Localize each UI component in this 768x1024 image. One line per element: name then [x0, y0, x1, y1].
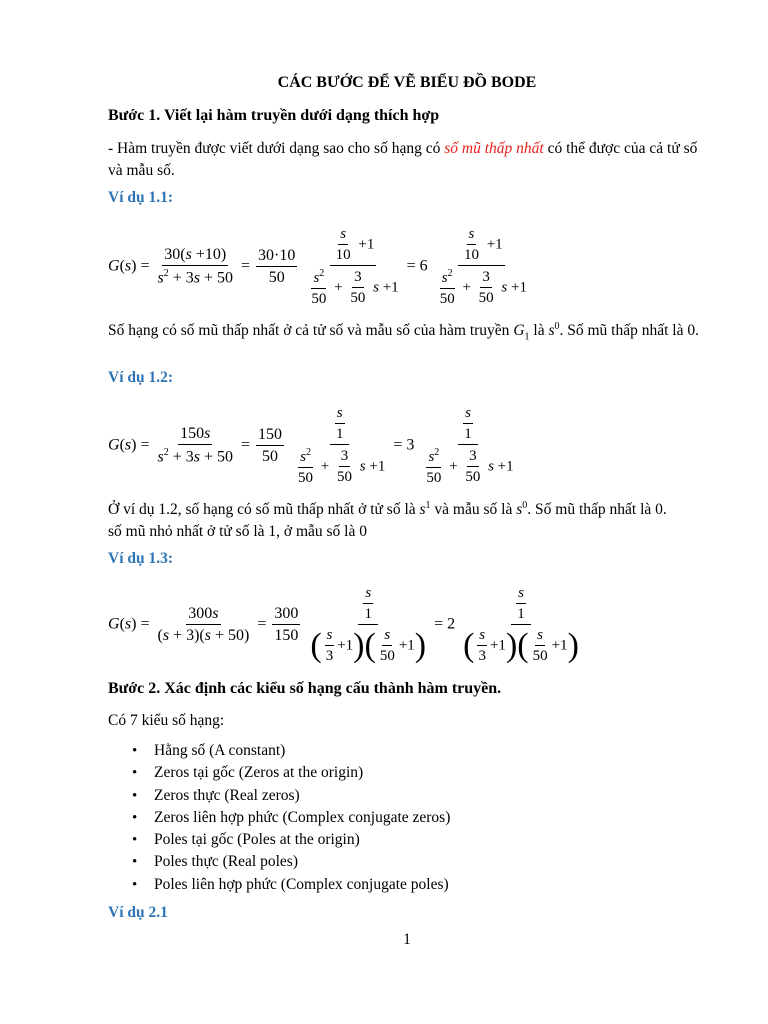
note-1-1-post: . Số mũ thấp nhất là 0.: [559, 322, 699, 340]
page-number: 1: [403, 931, 411, 948]
page-title: CÁC BƯỚC ĐỂ VẼ BIỂU ĐỒ BODE: [277, 74, 537, 91]
note-1-1-pre: Số hạng có số mũ thấp nhất ở cả tử số và mẫu số của hàm truyền: [108, 322, 514, 340]
example-2-1-label: Ví dụ 2.1: [108, 904, 168, 921]
example-1-2-note: Ở ví dụ 1.2, số hạng có số mũ thấp nhất ở tử số là $s^1$ và mẫu số là $s^0$. Số mũ thấp nhất là 0. số mũ nhỏ nhất ở tử số là 1, ở mẫu số là 0: [108, 500, 667, 541]
step2-intro: Có 7 kiểu số hạng:: [108, 712, 225, 729]
note-1-2-line2: số mũ nhỏ nhất ở tử số là 1, ở mẫu số là 0: [108, 523, 367, 541]
list-item: • Zeros thực (Real zeros): [108, 785, 450, 807]
example-1-1-note: Số hạng có số mũ thấp nhất ở cả tử số và mẫu số của hàm truyền $G_1$ là $s^0$. Số mũ thấp nhất là 0.: [108, 321, 699, 343]
step1-text-pre: - Hàm truyền được viết dưới dạng sao cho số hạng có: [108, 140, 445, 157]
list-item: • Zeros tại gốc (Zeros at the origin): [108, 762, 450, 784]
list-item: • Poles tại gốc (Poles at the origin): [108, 829, 450, 851]
note-1-2-post: . Số mũ thấp nhất là 0.: [527, 501, 667, 519]
note-1-2-mid: và mẫu số là: [430, 501, 517, 519]
list-item: • Poles liên hợp phức (Complex conjugate poles): [108, 874, 450, 896]
example-1-3-label: Ví dụ 1.3:: [108, 550, 174, 567]
list-item: • Hằng số (A constant): [108, 740, 450, 762]
step1-heading: Bước 1. Viết lại hàm truyền dưới dạng thích hợp: [108, 107, 440, 124]
note-1-2-pre: Ở ví dụ 1.2, số hạng có số mũ thấp nhất ở tử số là: [108, 501, 420, 519]
example-1-1-label: Ví dụ 1.1:: [108, 189, 174, 206]
example-1-2-label: Ví dụ 1.2:: [108, 369, 174, 386]
step1-text-highlight: số mũ thấp nhất: [444, 140, 544, 157]
list-item: • Zeros liên hợp phức (Complex conjugate zeros): [108, 807, 450, 829]
step1-text-post: có thể được của cả tử số và mẫu số.: [108, 140, 698, 179]
list-item: • Poles thực (Real poles): [108, 851, 450, 873]
equation-1-1: G(s) = $\frac{30(s +10)}{s^2 + 3s + 50}$ = $\frac{30\cdot 10}{50}$ $\frac{s}{10}$ +1 $\frac{s^2}{50}$ + $\frac{3}{50}$ s +1 = 6 $\frac{s}{10}$ +1 $\frac{s^2}{50}$ + $\frac{3}{50}$ s +1: [108, 226, 527, 307]
note-1-1-mid: là: [529, 322, 549, 340]
step2-heading: Bước 2. Xác định các kiểu số hạng cấu thành hàm truyền.: [108, 680, 502, 697]
equation-1-3: G(s) = $\frac{300s}{(s + 3)(s + 50)}$ = $\frac{300}{150}$ $\frac{s}{1}$ ( $\frac{s}{3}$ +1)( $\frac{s}{50}$ +1) = 2 $\frac{s}{1}$ ( $\frac{s}{3}$ +1)( $\frac{s}{50}$ +1): [108, 585, 579, 664]
step1-paragraph: [108, 138, 708, 182]
equation-1-2: G(s) = $\frac{150s}{s^2 + 3s + 50}$ = $\frac{150}{50}$ $\frac{s}{1}$ $\frac{s^2}{50}$ + $\frac{3}{50}$ s +1 = 3 $\frac{s}{1}$ $\frac{s^2}{50}$ + $\frac{3}{50}$ s +1: [108, 405, 514, 486]
term-types-list: [108, 740, 450, 896]
